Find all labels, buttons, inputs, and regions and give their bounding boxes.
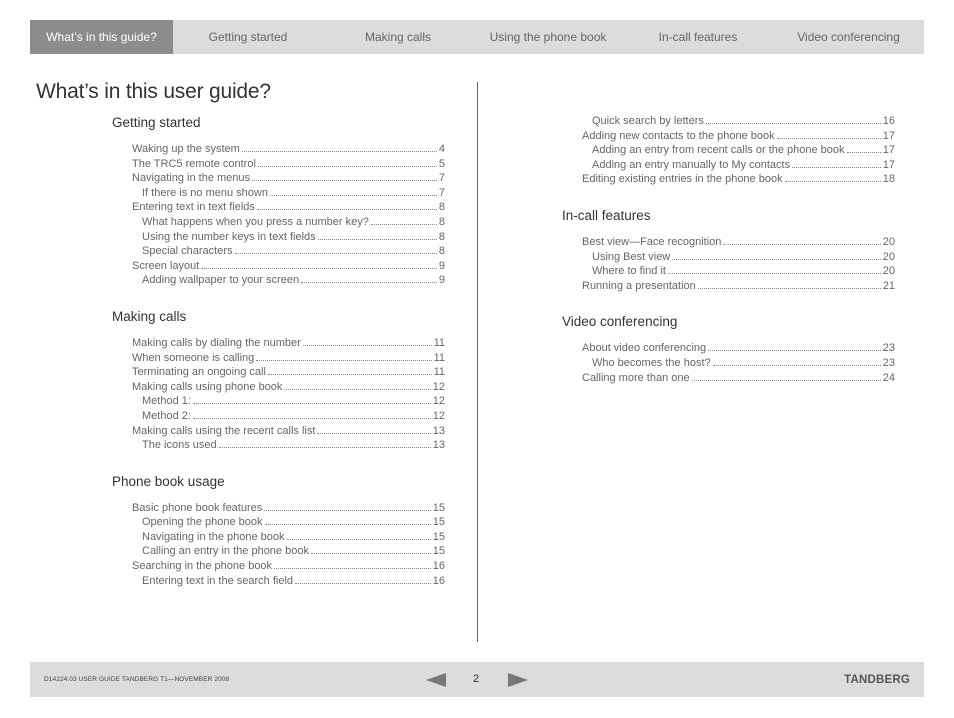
toc-entry-list: [562, 235, 895, 293]
toc-entry-page: 8: [438, 215, 445, 228]
toc-right-column: [562, 114, 895, 405]
toc-entry[interactable]: [142, 409, 445, 424]
dot-leader: [274, 568, 431, 569]
toc-entry-title: Calling an entry in the phone book: [142, 545, 309, 558]
section-heading-getting-started: Getting started: [112, 115, 201, 130]
dot-leader: [777, 138, 881, 139]
toc-entry-title: Searching in the phone book: [132, 560, 273, 573]
toc-entry-page: 13: [432, 424, 445, 437]
toc-entry[interactable]: [592, 158, 895, 173]
toc-entry[interactable]: [582, 129, 895, 144]
toc-entry[interactable]: [132, 351, 445, 366]
toc-entry[interactable]: [132, 259, 445, 274]
dot-leader: [252, 180, 437, 181]
toc-entry-page: 16: [432, 560, 445, 573]
dot-leader: [193, 418, 431, 419]
toc-entry-title: Making calls using phone book: [132, 380, 283, 393]
toc-entry-page: 24: [882, 371, 895, 384]
dot-leader: [242, 151, 437, 152]
toc-entry[interactable]: [582, 235, 895, 250]
toc-entry-title: Screen layout: [132, 259, 200, 272]
toc-entry-page: 23: [882, 356, 895, 369]
toc-entry[interactable]: [132, 559, 445, 574]
dot-leader: [706, 123, 881, 124]
toc-entry-page: 20: [882, 250, 895, 263]
arrow-right-icon[interactable]: [508, 673, 528, 687]
toc-entry-title: Where to find it: [592, 265, 666, 278]
toc-entry-page: 4: [438, 143, 445, 155]
toc-entry-page: 15: [432, 501, 445, 514]
toc-entry-page: 20: [882, 235, 895, 248]
toc-entry[interactable]: [142, 244, 445, 259]
toc-entry-title: Calling more than one: [582, 371, 690, 384]
toc-entry[interactable]: [592, 264, 895, 279]
tab-video-conferencing[interactable]: Video conferencing: [797, 30, 900, 44]
toc-entry-title: Best view—Face recognition: [582, 235, 722, 248]
toc-entry-page: 8: [438, 245, 445, 258]
toc-entry[interactable]: [132, 142, 445, 157]
toc-entry-page: 17: [882, 158, 895, 171]
toc-entry-page: 21: [882, 279, 895, 292]
toc-entry-page: 12: [432, 409, 445, 422]
toc-entry-page: 7: [438, 186, 445, 199]
toc-entry[interactable]: [132, 380, 445, 395]
toc-entry-page: 15: [432, 545, 445, 558]
toc-entry-page: 16: [432, 574, 445, 587]
toc-entry-title: Basic phone book features: [132, 501, 263, 514]
dot-leader: [668, 273, 881, 274]
toc-section: [562, 313, 895, 385]
toc-section: [562, 207, 895, 293]
toc-entry-page: 8: [438, 230, 445, 243]
toc-entry-title: If there is no menu shown: [142, 186, 268, 199]
toc-entry-title: Navigating in the phone book: [142, 530, 285, 543]
toc-entry-page: 15: [432, 530, 445, 543]
toc-entry[interactable]: [132, 200, 445, 215]
toc-entry-page: 12: [432, 395, 445, 408]
tab-making-calls[interactable]: Making calls: [364, 30, 432, 44]
toc-entry-title: Adding wallpaper to your screen: [142, 274, 300, 287]
toc-entry[interactable]: [142, 515, 445, 530]
dot-leader: [785, 181, 881, 182]
tab-using-the-phone-book[interactable]: Using the phone book: [489, 30, 607, 44]
toc-entry-title: What happens when you press a number key?: [142, 215, 369, 228]
dot-leader: [295, 583, 431, 584]
toc-entry[interactable]: [142, 438, 445, 453]
toc-entry-title: Adding an entry from recent calls or the phone book: [592, 144, 845, 157]
toc-entry-page: 7: [438, 172, 445, 185]
dot-leader: [235, 253, 437, 254]
toc-entry-title: Navigating in the menus: [132, 172, 251, 185]
toc-section: [112, 308, 445, 453]
toc-entry-title: The icons used: [142, 439, 217, 452]
toc-entry-page: 5: [438, 157, 445, 170]
toc-entry[interactable]: [132, 365, 445, 380]
page-number: 2: [473, 673, 480, 685]
toc-entry-title: Waking up the system: [132, 143, 240, 155]
toc-entry-page: 11: [433, 351, 445, 364]
toc-entry-list: [112, 336, 445, 453]
toc-entry-title: Method 2:: [142, 409, 191, 422]
toc-entry[interactable]: [592, 250, 895, 265]
toc-entry-title: Quick search by letters: [592, 115, 704, 127]
dot-leader: [317, 433, 430, 434]
dot-leader: [201, 268, 437, 269]
dot-leader: [371, 224, 437, 225]
dot-leader: [847, 152, 881, 153]
toc-entry-title: Who becomes the host?: [592, 356, 711, 369]
toc-entry[interactable]: [142, 215, 445, 230]
toc-entry[interactable]: [582, 172, 895, 187]
dot-leader: [723, 244, 880, 245]
toc-entry[interactable]: [132, 336, 445, 351]
toc-entry-page: 8: [438, 201, 445, 214]
toc-entry[interactable]: [592, 356, 895, 371]
dot-leader: [287, 539, 431, 540]
toc-entry-title: Special characters: [142, 245, 233, 258]
toc-entry[interactable]: [582, 341, 895, 356]
dot-leader: [311, 553, 431, 554]
toc-entry-title: Running a presentation: [582, 279, 696, 292]
toc-entry-page: 15: [432, 516, 445, 529]
toc-entry-list: [112, 142, 445, 288]
toc-entry-title: Opening the phone book: [142, 516, 263, 529]
toc-entry[interactable]: [592, 114, 895, 129]
toc-entry-title: Method 1:: [142, 395, 191, 408]
dot-leader: [258, 166, 437, 167]
section-heading-in-call-features: In-call features: [562, 207, 651, 223]
toc-entry-title: Entering text in the search field: [142, 574, 294, 587]
top-navigation: [30, 20, 924, 54]
toc-entry[interactable]: [142, 230, 445, 245]
section-heading-phone-book-usage: Phone book usage: [112, 473, 225, 489]
toc-section: [112, 114, 445, 288]
toc-entry[interactable]: [132, 171, 445, 186]
dot-leader: [692, 380, 881, 381]
toc-entry-title: When someone is calling: [132, 351, 255, 364]
toc-entry[interactable]: [582, 279, 895, 294]
toc-entry-page: 23: [882, 342, 895, 355]
dot-leader: [303, 345, 432, 346]
toc-entry-page: 11: [433, 336, 445, 349]
toc-entry-title: Entering text in text fields: [132, 201, 255, 214]
toc-left-column: [112, 114, 445, 608]
tandberg-logo: TANDBERG: [844, 674, 910, 686]
toc-entry-page: 12: [432, 380, 445, 393]
tab-getting-started[interactable]: Getting started: [208, 30, 288, 44]
toc-entry[interactable]: [142, 574, 445, 589]
toc-entry-title: About video conferencing: [582, 342, 707, 355]
dot-leader: [672, 259, 880, 260]
dot-leader: [268, 374, 432, 375]
toc-entry[interactable]: [142, 186, 445, 201]
arrow-left-icon[interactable]: [426, 673, 446, 687]
toc-entry-list: [562, 114, 895, 187]
toc-entry[interactable]: [142, 544, 445, 559]
toc-entry[interactable]: [592, 143, 895, 158]
toc-entry-title: Using Best view: [592, 250, 671, 263]
toc-entry[interactable]: [132, 424, 445, 439]
toc-entry-title: Adding new contacts to the phone book: [582, 129, 775, 142]
tab-in-call-features[interactable]: In-call features: [658, 30, 738, 44]
toc-entry-page: 9: [438, 259, 445, 272]
toc-entry-list: [112, 501, 445, 589]
document-id: D14224.03 USER GUIDE TANDBERG T1—NOVEMBER 2008: [44, 676, 230, 683]
footer: [30, 662, 924, 697]
toc-entry-page: 16: [882, 115, 895, 127]
dot-leader: [256, 360, 431, 361]
toc-entry-page: 17: [882, 144, 895, 157]
dot-leader: [698, 288, 881, 289]
dot-leader: [713, 365, 881, 366]
dot-leader: [264, 510, 430, 511]
section-heading-video-conferencing: Video conferencing: [562, 314, 678, 330]
toc-entry-title: Adding an entry manually to My contacts: [592, 158, 791, 171]
dot-leader: [193, 403, 431, 404]
toc-section: [112, 473, 445, 589]
toc-entry-page: 9: [438, 274, 445, 287]
toc-entry[interactable]: [132, 501, 445, 516]
toc-entry-page: 13: [432, 439, 445, 452]
toc-entry-title: Terminating an ongoing call: [132, 366, 266, 379]
dot-leader: [318, 239, 437, 240]
toc-entry-title: Editing existing entries in the phone book: [582, 173, 783, 186]
tab-whats-in-this-guide[interactable]: What’s in this guide?: [30, 20, 173, 54]
dot-leader: [265, 524, 431, 525]
dot-leader: [284, 389, 430, 390]
toc-entry-title: Making calls by dialing the number: [132, 336, 301, 349]
toc-entry-page: 18: [882, 173, 895, 186]
toc-entry[interactable]: [142, 530, 445, 545]
section-heading-making-calls: Making calls: [112, 308, 187, 324]
dot-leader: [301, 282, 437, 283]
toc-entry[interactable]: [582, 371, 895, 386]
toc-entry-title: The TRC5 remote control: [132, 157, 256, 170]
dot-leader: [257, 209, 437, 210]
page-title: What’s in this user guide?: [36, 80, 271, 103]
toc-entry-title: Making calls using the recent calls list: [132, 424, 316, 437]
toc-entry-list: [562, 341, 895, 385]
toc-entry-page: 20: [882, 265, 895, 278]
toc-entry-page: 11: [433, 366, 445, 379]
toc-entry-title: Using the number keys in text fields: [142, 230, 316, 243]
dot-leader: [708, 350, 881, 351]
dot-leader: [219, 447, 431, 448]
toc-entry[interactable]: [132, 157, 445, 172]
column-divider: [477, 82, 478, 642]
dot-leader: [792, 167, 881, 168]
toc-entry[interactable]: [142, 394, 445, 409]
toc-entry[interactable]: [142, 273, 445, 288]
toc-entry-page: 17: [882, 129, 895, 142]
dot-leader: [270, 195, 437, 196]
